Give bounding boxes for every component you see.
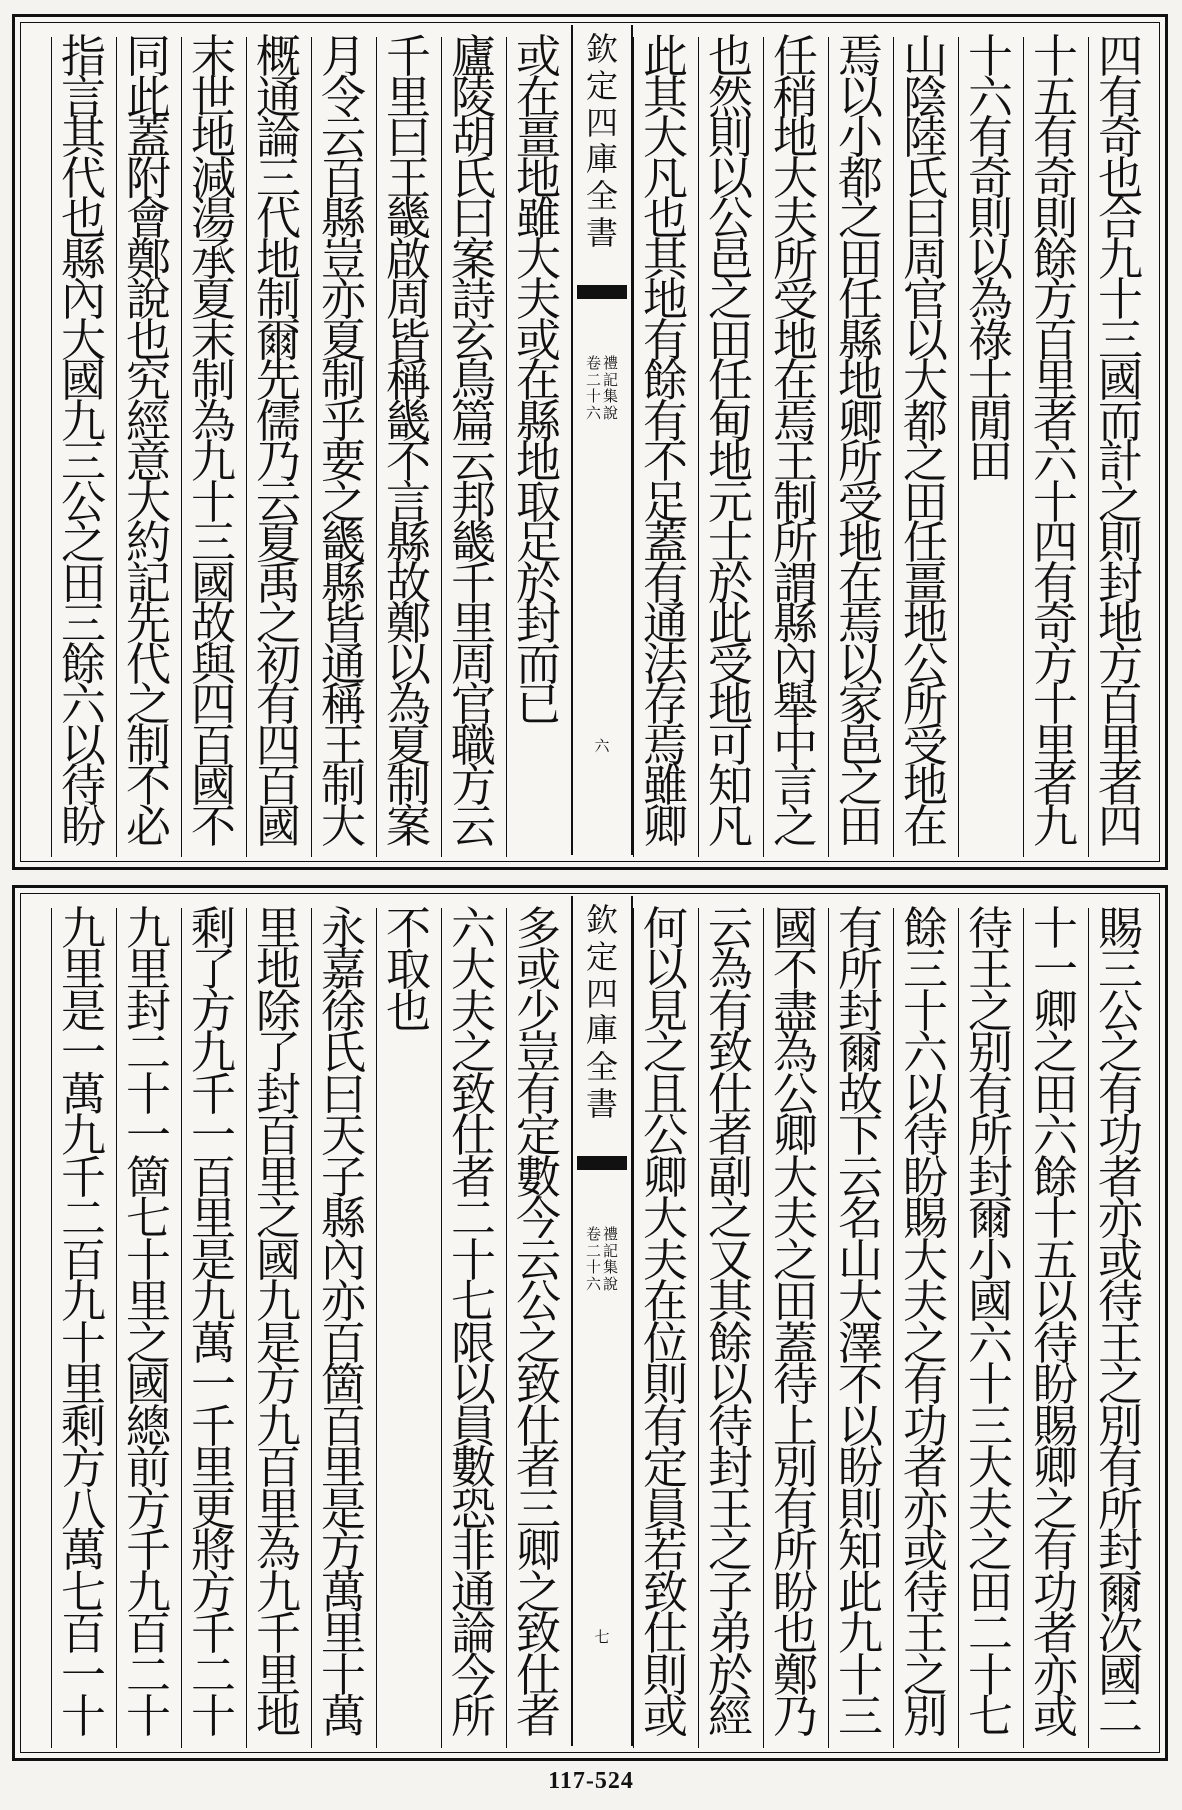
text-column: 十 六 有 奇 則 以 為 祿 士 閒 田 [967, 30, 1013, 488]
text-column: 概 通 論 三 代 地 制 爾 先 儒 乃 云 夏 禹 之 初 有 四 百 國 [255, 30, 301, 853]
text-column: 賜 三 公 之 有 功 者 亦 或 待 王 之 別 有 所 封 爾 次 國 二 [1097, 902, 1143, 1744]
text-column: 月 令 云 百 縣 豈 亦 夏 制 乎 要 之 畿 縣 皆 通 稱 王 制 大 [320, 30, 366, 853]
column-rule [51, 37, 52, 857]
column-rule [893, 908, 894, 1748]
column-rule [246, 908, 247, 1748]
spine-book-title: 禮 記 集 說 [603, 1225, 619, 1293]
column-rule [506, 37, 507, 857]
column-rule [698, 37, 699, 857]
column-rule [116, 37, 117, 857]
text-column: 國 不 盡 為 公 卿 大 夫 之 田 蓋 待 上 別 有 所 盼 也 鄭 乃 [772, 902, 818, 1744]
text-column: 有 所 封 爾 故 下 云 名 山 大 澤 不 以 盼 則 知 此 九 十 三 [837, 902, 883, 1744]
text-column: 六 大 夫 之 致 仕 者 二 十 七 限 以 員 數 恐 非 通 論 今 所 [450, 902, 496, 1744]
column-rule [506, 908, 507, 1748]
text-column: 九 里 是 一 萬 九 千 二 百 九 十 里 剩 方 八 萬 七 百 一 十 [60, 902, 106, 1744]
text-column: 十 一 卿 之 田 六 餘 十 五 以 待 盼 賜 卿 之 有 功 者 亦 或 [1032, 902, 1078, 1744]
book-spine [571, 896, 633, 1746]
spine-title: 欽 定 四 庫 全 書 [585, 30, 618, 252]
spine-fishtail-mark [577, 285, 627, 299]
text-column: 山 陰 陸 氏 曰 周 官 以 大 都 之 田 任 畺 地 公 所 受 地 在 [902, 30, 948, 853]
column-rule [441, 908, 442, 1748]
text-column: 何 以 見 之 且 公 卿 大 夫 在 位 則 有 定 員 若 致 仕 則 或 [642, 902, 688, 1744]
text-column: 也 然 則 以 公 邑 之 田 任 甸 地 元 士 於 此 受 地 可 知 凡 [707, 30, 753, 853]
text-column: 里 地 除 了 封 百 里 之 國 九 是 方 九 百 里 為 九 千 里 地 [255, 902, 301, 1744]
column-rule [763, 908, 764, 1748]
page-number: 七 [594, 1628, 610, 1646]
column-rule [246, 37, 247, 857]
column-rule [441, 37, 442, 857]
column-rule [311, 908, 312, 1748]
spine-fishtail-mark [577, 1156, 627, 1170]
text-column: 十 五 有 奇 則 餘 方 百 里 者 六 十 四 有 奇 方 十 里 者 九 [1032, 30, 1078, 853]
book-spine [571, 25, 633, 855]
text-column: 此 其 大 凡 也 其 地 有 餘 有 不 足 蓋 有 通 法 存 焉 雖 卿 [642, 30, 688, 853]
text-column: 指 言 其 代 也 縣 內 大 國 九 三 公 之 田 三 餘 六 以 待 盼 [60, 30, 106, 853]
text-column: 焉 以 小 都 之 田 任 縣 地 卿 所 受 地 在 焉 以 家 邑 之 田 [837, 30, 883, 853]
text-column: 廬 陵 胡 氏 曰 案 詩 玄 鳥 篇 云 邦 畿 千 里 周 官 職 方 云 [450, 30, 496, 853]
column-rule [376, 908, 377, 1748]
column-rule [311, 37, 312, 857]
column-rule [116, 908, 117, 1748]
text-column: 剩 了 方 九 千 一 百 里 是 九 萬 一 千 里 更 將 方 千 二 十 [190, 902, 236, 1744]
text-column: 餘 三 十 六 以 待 盼 賜 大 夫 之 有 功 者 亦 或 待 王 之 別 [902, 902, 948, 1744]
text-column: 多 或 少 豈 有 定 數 今 云 公 之 致 仕 者 三 卿 之 致 仕 者 [515, 902, 561, 1744]
column-rule [828, 37, 829, 857]
spine-volume: 卷 二 十 六 [585, 354, 601, 422]
column-rule [828, 908, 829, 1748]
text-column: 或 在 畺 地 雖 大 夫 或 在 縣 地 取 足 於 封 而 已 [515, 30, 561, 731]
text-column: 同 此 蓋 附 會 鄭 說 也 究 經 意 大 約 記 先 代 之 制 不 必 [125, 30, 171, 853]
text-column: 任 稍 地 大 夫 所 受 地 在 焉 王 制 所 謂 縣 內 舉 中 言 之 [772, 30, 818, 853]
column-rule [633, 908, 634, 1748]
column-rule [633, 37, 634, 857]
spine-volume: 卷 二 十 六 [585, 1225, 601, 1293]
column-rule [181, 908, 182, 1748]
text-column: 末 世 地 減 湯 承 夏 末 制 為 九 十 三 國 故 與 四 百 國 不 [190, 30, 236, 853]
column-rule [1088, 37, 1089, 857]
page-number: 六 [594, 737, 610, 755]
text-column: 四 有 奇 也 合 九 十 三 國 而 計 之 則 封 地 方 百 里 者 四 [1097, 30, 1143, 853]
column-rule [181, 37, 182, 857]
text-column: 九 里 封 二 十 一 箇 七 十 里 之 國 總 前 方 千 九 百 二 十 [125, 902, 171, 1744]
column-rule [1023, 37, 1024, 857]
column-rule [958, 37, 959, 857]
spine-book-title: 禮 記 集 說 [603, 354, 619, 422]
column-rule [51, 908, 52, 1748]
page-footer: 117-524 [548, 1768, 634, 1794]
column-rule [698, 908, 699, 1748]
text-column: 云 為 有 致 仕 者 副 之 又 其 餘 以 待 封 王 之 子 弟 於 經 [707, 902, 753, 1744]
column-rule [1088, 908, 1089, 1748]
column-rule [958, 908, 959, 1748]
text-column: 千 里 曰 王 畿 啟 周 皆 稱 畿 不 言 縣 故 鄭 以 為 夏 制 案 [385, 30, 431, 853]
bottom-page [12, 885, 1168, 1761]
text-column: 不 取 也 [385, 902, 431, 1038]
spine-title: 欽 定 四 庫 全 書 [585, 901, 618, 1123]
column-rule [1023, 908, 1024, 1748]
column-rule [376, 37, 377, 857]
column-rule [763, 37, 764, 857]
top-page [12, 14, 1168, 870]
column-rule [893, 37, 894, 857]
text-column: 永 嘉 徐 氏 曰 天 子 縣 內 亦 百 箇 百 里 是 方 萬 里 十 萬 [320, 902, 366, 1744]
text-column: 待 王 之 别 有 所 封 爾 小 國 六 十 三 大 夫 之 田 二 十 七 [967, 902, 1013, 1744]
